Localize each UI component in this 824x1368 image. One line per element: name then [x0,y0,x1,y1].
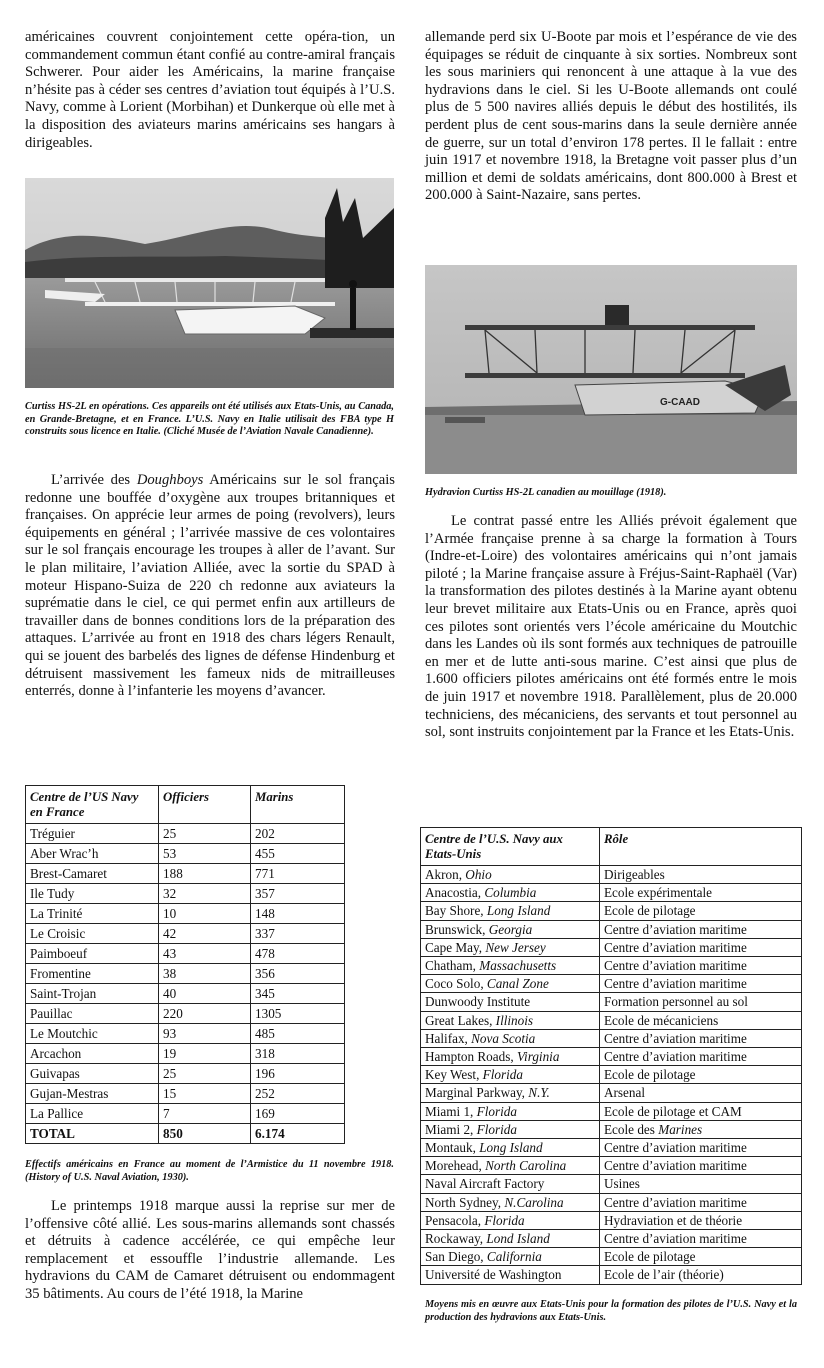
table-row [26,864,345,884]
table-row [421,975,802,993]
table-row [26,944,345,964]
cell-officiers: 42 [159,924,251,944]
cell-centre [421,1175,600,1193]
cell-centre-state: North Carolina [485,1158,567,1174]
seaplane-moored-image [425,265,797,474]
table-row [421,1139,802,1157]
header-marins: Marins [251,786,345,824]
left-caption-1: Curtiss HS-2L en opérations. Ces appareils ont été utilisés aux Etats-Unis, au Canada, en Grande-Bretagne, et en France. L’U.S. Navy en Italie utilisait des FBA type H construits sous licence en Italie. (Cliché Musée de l’Aviation Navale Canadienne). [25,401,394,438]
left-caption-2: Effectifs américains en France au moment de l’Armistice du 11 novembre 1918. (History of U.S. Naval Aviation, 1930). [25,1159,394,1183]
table-row [421,920,802,938]
cell-role: Ecole de pilotage et CAM [600,1102,802,1120]
cell-centre: Le Moutchic [26,1024,159,1044]
cell-centre [421,1266,600,1284]
table-row [26,1004,345,1024]
cell-centre-state: Columbia [484,885,537,901]
cell-centre-name: Montauk, [425,1140,480,1156]
photo-curtiss-lake [25,178,394,388]
cell-centre [421,1084,600,1102]
right-caption-2: Moyens mis en œuvre aux Etats-Unis pour la formation des pilotes de l’U.S. Navy et la production des hydravions aux Etats-Unis. [425,1299,797,1323]
cell-centre-name: Akron, [425,867,466,882]
table-row [26,924,345,944]
cell-role: Centre d’aviation maritime [600,1048,802,1066]
cell-marins: 455 [251,844,345,864]
cell-centre [421,1120,600,1138]
cell-centre-name: Brunswick, [425,921,489,937]
cell-officiers: 7 [159,1104,251,1124]
table-row [26,824,345,844]
total-label: TOTAL [26,1124,159,1144]
cell-centre [421,1029,600,1047]
cell-role: Usines [600,1175,802,1193]
seaplane-lake-image [25,178,394,388]
cell-centre-state: New Jersey [485,939,546,955]
cell-role: Centre d’aviation maritime [600,920,802,938]
cell-centre-state: Ohio [465,867,492,882]
table-row [26,1024,345,1044]
cell-centre-name: Chatham, [425,958,480,974]
cell-role: Ecole de mécaniciens [600,1011,802,1029]
cell-centre [421,866,600,884]
cell-marins: 169 [251,1104,345,1124]
table-row [421,1084,802,1102]
cell-centre-name: Miami 1, [425,1103,477,1119]
cell-marins: 357 [251,884,345,904]
header-role: Rôle [600,828,802,866]
table-row [421,1193,802,1211]
table-row [421,1048,802,1066]
cell-centre-state: Florida [484,1212,525,1228]
cell-centre [421,1102,600,1120]
cell-centre: Tréguier [26,824,159,844]
cell-centre: Guivapas [26,1064,159,1084]
cell-centre: Gujan-Mestras [26,1084,159,1104]
cell-centre [421,884,600,902]
cell-role: Centre d’aviation maritime [600,1230,802,1248]
cell-marins: 356 [251,964,345,984]
cell-officiers: 19 [159,1044,251,1064]
cell-centre: Fromentine [26,964,159,984]
cell-marins: 1305 [251,1004,345,1024]
table-row [421,1248,802,1266]
cell-centre [421,938,600,956]
cell-centre-name: San Diego, [425,1249,487,1265]
cell-officiers: 220 [159,1004,251,1024]
cell-centre-state: Long Island [479,1140,543,1156]
cell-centre-name: Université de Washington [425,1267,562,1283]
cell-centre-name: Marginal Parkway, [425,1085,529,1101]
table-row [26,884,345,904]
cell-centre: Ile Tudy [26,884,159,904]
cell-centre-state: Illinois [495,1012,534,1028]
table-row [26,904,345,924]
table-row [421,993,802,1011]
cell-centre-name: Coco Solo, [425,976,487,992]
table-us-navy-france [25,785,345,1144]
cell-role: Ecole de l’air (théorie) [600,1266,802,1284]
table-row [421,1102,802,1120]
cell-centre: Saint-Trojan [26,984,159,1004]
cell-centre [421,1048,600,1066]
cell-centre: Aber Wrac’h [26,844,159,864]
cell-centre-name: Key West, [425,1067,483,1083]
cell-centre [421,993,600,1011]
table-row [421,1011,802,1029]
header-centre: Centre de l’US Navy en France [26,786,159,824]
table-row [26,1064,345,1084]
cell-centre: Paimboeuf [26,944,159,964]
cell-officiers: 15 [159,1084,251,1104]
table-row [26,1104,345,1124]
cell-centre-state: N.Carolina [504,1194,564,1210]
table-row [421,884,802,902]
cell-centre: La Trinité [26,904,159,924]
cell-marins: 252 [251,1084,345,1104]
table-row [26,964,345,984]
table2-body [421,866,802,1285]
seaplane-marking: G-CAAD [660,397,700,408]
cell-role: Formation personnel au sol [600,993,802,1011]
header-officiers: Officiers [159,786,251,824]
cell-centre: Arcachon [26,1044,159,1064]
table-row [421,1157,802,1175]
cell-centre-name: Halifax, [425,1030,472,1046]
cell-role: Centre d’aviation maritime [600,1029,802,1047]
table-total-row [26,1124,345,1144]
cell-centre [421,1011,600,1029]
table-row [421,902,802,920]
cell-centre-state: Massachusetts [479,958,557,974]
cell-centre-state: Virginia [516,1049,560,1065]
cell-role: Ecole de pilotage [600,1066,802,1084]
cell-centre-state: Canal Zone [486,976,549,992]
cell-role: Centre d’aviation maritime [600,1139,802,1157]
cell-role: Dirigeables [600,866,802,884]
right-paragraph-1: allemande perd six U-Boote par mois et l’espérance de vie des équipages se réduit de cinquante à six sorties. Nombreux sont les sous mariniers qui renoncent à une attaque à la vue des hydravions dans le ciel. Si les U-Boote allemands ont coulé plus de 5 500 navires alliés depuis le début des hostilités, ils perdent plus de cent sous-marins dans la seule dernière année de guerre, sur un total d’environ 178 pertes. Il le fallait : entre juin 1917 et novembre 1918, la Bretagne voit passer plus d’un million et demi de soldats américains, dont 800.000 à Brest et 200.000 à Saint-Nazaire, sans pertes. [425,29,797,204]
right-paragraph-2: Le contrat passé entre les Alliés prévoit également que l’Armée française prenne à sa charge la formation à Tours (Indre-et-Loire) des volontaires américains qui n’ont jamais piloté ; la Marine française assure à Fréjus-Saint-Raphaël (Var) la transformation des pilotes destinés à la Marine ayant obtenu leur brevet militaire aux Etats-Unis ou en France, après quoi ces pilotes sont orientés vers l’école américaine du Moutchic dans les Landes où ils sont formés aux techniques de patrouille en mer et de lutte anti-sous marine. C’est ainsi que plus de 1.600 officiers pilotes américains ont été formés entre le mois de juin 1917 et novembre 1918. Parallèlement, plus de 20.000 techniciens, des mécaniciens, des servants et tout personnel au sol, sont instruits conjointement par la France et les Etats-Unis. [425,513,797,741]
table-body [26,824,345,1124]
cell-centre: Le Croisic [26,924,159,944]
cell-centre-state: Georgia [488,921,533,937]
cell-centre [421,957,600,975]
cell-marins: 771 [251,864,345,884]
cell-centre-name: Morehead, [425,1158,486,1174]
cell-officiers: 40 [159,984,251,1004]
doughboys-term: Doughboys [136,472,204,488]
cell-marins: 478 [251,944,345,964]
table-row [26,844,345,864]
total-officiers: 850 [159,1124,251,1144]
cell-officiers: 53 [159,844,251,864]
table-us-navy-usa [420,827,802,1285]
cell-centre: Brest-Camaret [26,864,159,884]
table-row [421,938,802,956]
cell-officiers: 93 [159,1024,251,1044]
cell-centre-state: Florida [482,1067,523,1083]
cell-centre-name: Rockaway, [425,1231,487,1247]
cell-centre-state: Lond Island [486,1231,550,1247]
table-row [421,1120,802,1138]
table-header-row [26,786,345,824]
left-paragraph-2 [25,472,395,701]
table-row [421,866,802,884]
cell-marins: 318 [251,1044,345,1064]
table-row [421,1211,802,1229]
cell-centre-name: Dunwoody Institute [425,994,531,1010]
cell-centre-name: Anacostia, [425,885,485,901]
cell-centre-name: Miami 2, [425,1121,477,1137]
cell-centre-state: Florida [476,1103,517,1119]
cell-centre: La Pallice [26,1104,159,1124]
table-row [421,957,802,975]
table-row [26,1084,345,1104]
cell-centre: Pauillac [26,1004,159,1024]
cell-marins: 337 [251,924,345,944]
table-row [421,1029,802,1047]
left-paragraph-3: Le printemps 1918 marque aussi la reprise sur mer de l’offensive côté allié. Les sous-marins allemands sont chassés et détruits à cadence accélérée, ce qui empêche leur remplacement et essouffle l’industrie allemande. Les hydravions du CAM de Camaret détruisent ou endommagent 35 bâtiments. Au cours de l’été 1918, la Marine [25,1198,395,1302]
cell-centre-state: Long Island [486,903,551,919]
cell-marins: 202 [251,824,345,844]
cell-marins: 485 [251,1024,345,1044]
cell-role: Centre d’aviation maritime [600,1157,802,1175]
cell-centre [421,1193,600,1211]
cell-centre [421,1248,600,1266]
cell-centre-name: Naval Aircraft Factory [425,1176,545,1192]
doughboys-lead: L’arrivée des [51,472,137,488]
cell-centre [421,1157,600,1175]
cell-centre-name: North Sydney, [425,1194,505,1210]
cell-marins: 196 [251,1064,345,1084]
cell-centre-state: Florida [476,1121,517,1137]
cell-centre-state: N.Y. [528,1085,550,1101]
cell-role: Centre d’aviation maritime [600,1193,802,1211]
cell-centre-name: Bay Shore, [425,903,487,919]
cell-officiers: 25 [159,824,251,844]
right-caption-1: Hydravion Curtiss HS-2L canadien au mouillage (1918). [425,487,667,498]
cell-role: Hydraviation et de théorie [600,1211,802,1229]
photo-curtiss-moored [425,265,797,474]
cell-role: Centre d’aviation maritime [600,938,802,956]
cell-centre [421,1230,600,1248]
header-centre-usa: Centre de l’U.S. Navy aux Etats-Unis [421,828,600,866]
total-marins: 6.174 [251,1124,345,1144]
cell-centre-name: Cape May, [425,939,486,955]
cell-officiers: 38 [159,964,251,984]
cell-officiers: 32 [159,884,251,904]
cell-officiers: 188 [159,864,251,884]
cell-officiers: 25 [159,1064,251,1084]
cell-role: Ecole des Marines [600,1120,802,1138]
cell-centre [421,1211,600,1229]
table-row [26,1044,345,1064]
cell-centre [421,902,600,920]
cell-centre-state: California [486,1249,542,1265]
cell-centre-name: Hampton Roads, [425,1049,517,1065]
cell-centre [421,975,600,993]
cell-role: Arsenal [600,1084,802,1102]
cell-role: Centre d’aviation maritime [600,975,802,993]
table2-header-row [421,828,802,866]
table-row [421,1230,802,1248]
cell-role: Ecole expérimentale [600,884,802,902]
cell-marins: 148 [251,904,345,924]
cell-role: Centre d’aviation maritime [600,957,802,975]
cell-officiers: 10 [159,904,251,924]
cell-centre [421,1066,600,1084]
table-row [26,984,345,1004]
cell-centre-name: Pensacola, [425,1212,485,1228]
cell-marins: 345 [251,984,345,1004]
cell-officiers: 43 [159,944,251,964]
cell-centre-state: Nova Scotia [471,1030,536,1046]
left-paragraph-1: américaines couvrent conjointement cette opéra-tion, un commandement commun étant confié au contre-amiral français Schwerer. Pour aider les Américains, la marine française n’hésite pas à céder ses centres d’aviation tout équipés à l’U.S. Navy, comme à Lorient (Morbihan) et Dunkerque où elle met à la disposition des aviateurs marins américains ses hangars à dirigeables. [25,29,395,151]
cell-centre-name: Great Lakes, [425,1012,496,1028]
doughboys-rest: Américains sur le sol français redonne une bouffée d’oxygène aux troupes britanniques et françaises. On apprécie leur armes de poing (revolvers), leurs équipements en général ; l’arrivée massive de ces volontaires sur le sol français encourage les troupes à aller de l’avant. Sur le plan militaire, l’aviation Alliée, avec la sortie du SPAD à moteur Hispano-Suiza de 220 ch redonne aux aviateurs la suprématie dans le ciel, ce qui permet enfin aux artilleurs de travailler dans de bonnes conditions lors de la préparation des attaques. L’arrivée au front en 1918 des chars légers Renault, qui se jouent des barbelés des lignes de défense Hindenburg et détruisent massivement les fameux nids de mitrailleuses enterrés, donne à l’infanterie les moyens d’avancer. [25,472,395,700]
cell-role: Ecole de pilotage [600,902,802,920]
table-row [421,1066,802,1084]
table-row [421,1266,802,1284]
table-row [421,1175,802,1193]
cell-role: Ecole de pilotage [600,1248,802,1266]
cell-centre [421,1139,600,1157]
cell-centre [421,920,600,938]
